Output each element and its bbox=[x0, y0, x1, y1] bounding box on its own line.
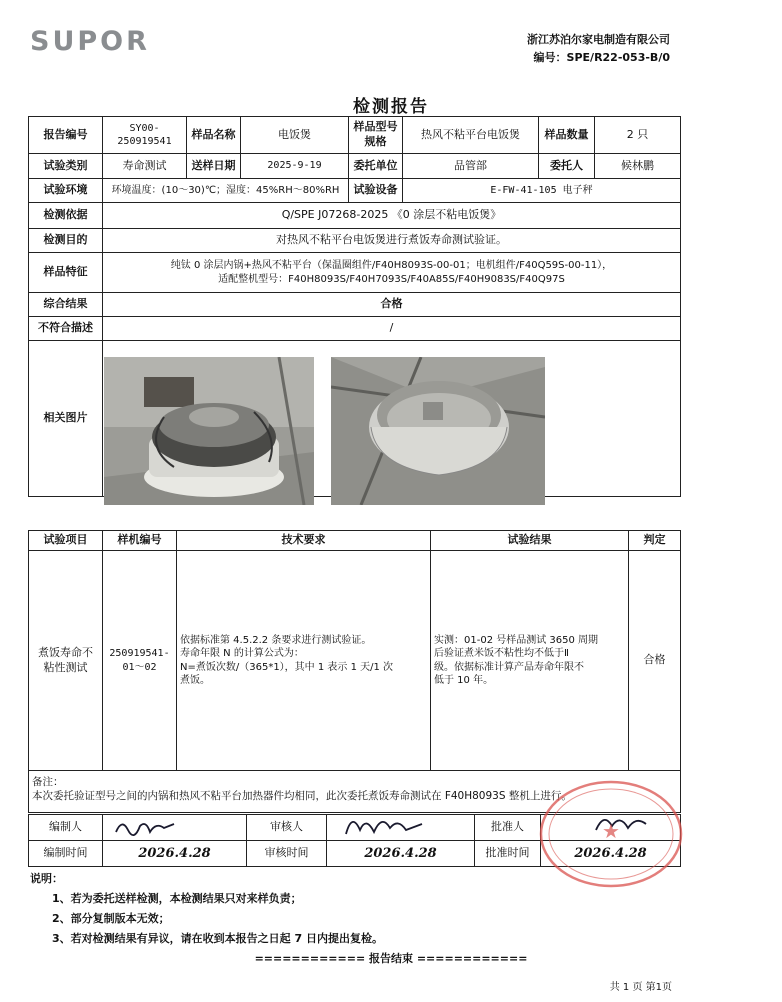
quantity-value: 2 只 bbox=[595, 117, 681, 154]
col-req-header: 技术要求 bbox=[177, 531, 431, 551]
col-item-header: 试验项目 bbox=[29, 531, 103, 551]
note-3: 3、若对检测结果有异议，请在收到本报告之日起 7 日内提出复检。 bbox=[52, 932, 383, 945]
client-person-label: 委托人 bbox=[539, 154, 595, 179]
send-date-label: 送样日期 bbox=[187, 154, 241, 179]
model-value: 热风不粘平台电饭煲 bbox=[403, 117, 539, 154]
col-judge-header: 判定 bbox=[629, 531, 681, 551]
purpose-value: 对热风不粘平台电饭煲进行煮饭寿命测试验证。 bbox=[103, 229, 681, 253]
col-sample-header: 样机编号 bbox=[103, 531, 177, 551]
document-number: 编号：SPE/R22-053-B/0 bbox=[533, 51, 670, 64]
photo-cooker-platform bbox=[104, 357, 314, 505]
compiler-label: 编制人 bbox=[29, 815, 103, 841]
note-2: 2、部分复制版本无效； bbox=[52, 912, 170, 925]
page-indicator: 共 1 页 第1页 bbox=[609, 982, 672, 993]
env-value: 环境温度：(10～30)℃；湿度：45%RH～80%RH bbox=[103, 179, 349, 203]
compiler-signature bbox=[112, 814, 182, 840]
sample-line2: 01～02 bbox=[122, 661, 157, 673]
nonconform-value: / bbox=[103, 317, 681, 341]
photos-label: 相关图片 bbox=[29, 341, 103, 497]
results-table bbox=[28, 530, 681, 813]
basis-value: Q/SPE J07268-2025 《0 涂层不粘电饭煲》 bbox=[103, 203, 681, 229]
model-label-line1: 样品型号 bbox=[353, 120, 398, 134]
result-line2: 后验证煮米饭不粘性均不低于Ⅱ bbox=[434, 648, 569, 659]
photo-inner-pot bbox=[331, 357, 545, 505]
sample-name-label: 样品名称 bbox=[187, 117, 241, 154]
review-time-label: 审核时间 bbox=[247, 841, 327, 867]
supor-logo: SUPOR bbox=[30, 26, 150, 57]
client-person: 候林鹏 bbox=[595, 154, 681, 179]
nonconform-label: 不符合描述 bbox=[29, 317, 103, 341]
item-line2: 粘性测试 bbox=[43, 660, 88, 674]
req-line1: 依据标准第 4.5.2.2 条要求进行测试验证。 bbox=[180, 634, 372, 646]
remarks-text: 本次委托验证型号之间的内锅和热风不粘平台加热器件均相同，此次委托煮饭寿命测试在 F40H8093S 整机上进行。 bbox=[32, 790, 572, 803]
item-line1: 煮饭寿命不 bbox=[38, 645, 93, 659]
req-line2: 寿命年限 N 的计算公式为： bbox=[180, 648, 304, 659]
compile-time: 2026.4.28 bbox=[103, 841, 247, 867]
approver-label: 批准人 bbox=[475, 815, 541, 841]
sample-cell bbox=[103, 551, 177, 771]
features-line1: 纯钛 0 涂层内锅+热风不粘平台（保温圈组件/F40H8093S-00-01；电机组件/F40Q59S-00-11）， bbox=[170, 260, 613, 271]
notes-label: 说明： bbox=[30, 872, 63, 885]
purpose-label: 检测目的 bbox=[29, 229, 103, 253]
inspection-seal bbox=[536, 778, 686, 890]
send-date: 2025-9-19 bbox=[241, 154, 349, 179]
svg-text:★: ★ bbox=[602, 819, 620, 843]
model-label bbox=[349, 117, 403, 154]
features-value bbox=[103, 253, 681, 293]
reviewer-signature bbox=[340, 810, 430, 842]
report-no: SY00-250919541 bbox=[103, 117, 187, 154]
sample-name: 电饭煲 bbox=[241, 117, 349, 154]
remarks-label: 备注： bbox=[32, 776, 64, 788]
report-title: 检测报告 bbox=[353, 97, 429, 117]
features-label: 样品特征 bbox=[29, 253, 103, 293]
quantity-label: 样品数量 bbox=[539, 117, 595, 154]
result-line3: 级。依据标准计算产品寿命年限不 bbox=[434, 661, 584, 673]
review-time: 2026.4.28 bbox=[327, 841, 475, 867]
item-cell bbox=[29, 551, 103, 771]
req-line3: N=煮饭次数/（365*1），其中 1 表示 1 天/1 次 bbox=[180, 661, 394, 673]
judge-cell: 合格 bbox=[629, 551, 681, 771]
client-unit: 品管部 bbox=[403, 154, 539, 179]
basis-label: 检测依据 bbox=[29, 203, 103, 229]
report-end: ============ 报告结束 ============ bbox=[254, 952, 528, 965]
req-line4: 煮饭。 bbox=[180, 675, 210, 686]
env-label: 试验环境 bbox=[29, 179, 103, 203]
note-1: 1、若为委托送样检测，本检测结果只对来样负责； bbox=[52, 892, 302, 905]
company-name: 浙江苏泊尔家电制造有限公司 bbox=[527, 33, 670, 46]
overall-value: 合格 bbox=[103, 293, 681, 317]
result-cell bbox=[431, 551, 629, 771]
equipment-value: E-FW-41-105 电子秤 bbox=[403, 179, 681, 203]
col-result-header: 试验结果 bbox=[431, 531, 629, 551]
client-unit-label: 委托单位 bbox=[349, 154, 403, 179]
approve-time-label: 批准时间 bbox=[475, 841, 541, 867]
features-line2: 适配整机型号：F40H8093S/F40H7093S/F40A85S/F40H9083S/F40Q97S bbox=[218, 273, 565, 285]
report-no-label: 报告编号 bbox=[29, 117, 103, 154]
equipment-label: 试验设备 bbox=[349, 179, 403, 203]
compile-time-label: 编制时间 bbox=[29, 841, 103, 867]
reviewer-label: 审核人 bbox=[247, 815, 327, 841]
approve-time: 2026.4.28 bbox=[541, 841, 681, 867]
result-line4: 低于 10 年。 bbox=[434, 675, 494, 686]
sample-line1: 250919541- bbox=[109, 648, 170, 659]
model-label-line2: 规格 bbox=[364, 135, 387, 148]
test-type: 寿命测试 bbox=[103, 154, 187, 179]
overall-label: 综合结果 bbox=[29, 293, 103, 317]
result-line1: 实测：01-02 号样品测试 3650 周期 bbox=[434, 634, 599, 646]
test-type-label: 试验类别 bbox=[29, 154, 103, 179]
requirement-cell bbox=[177, 551, 431, 771]
